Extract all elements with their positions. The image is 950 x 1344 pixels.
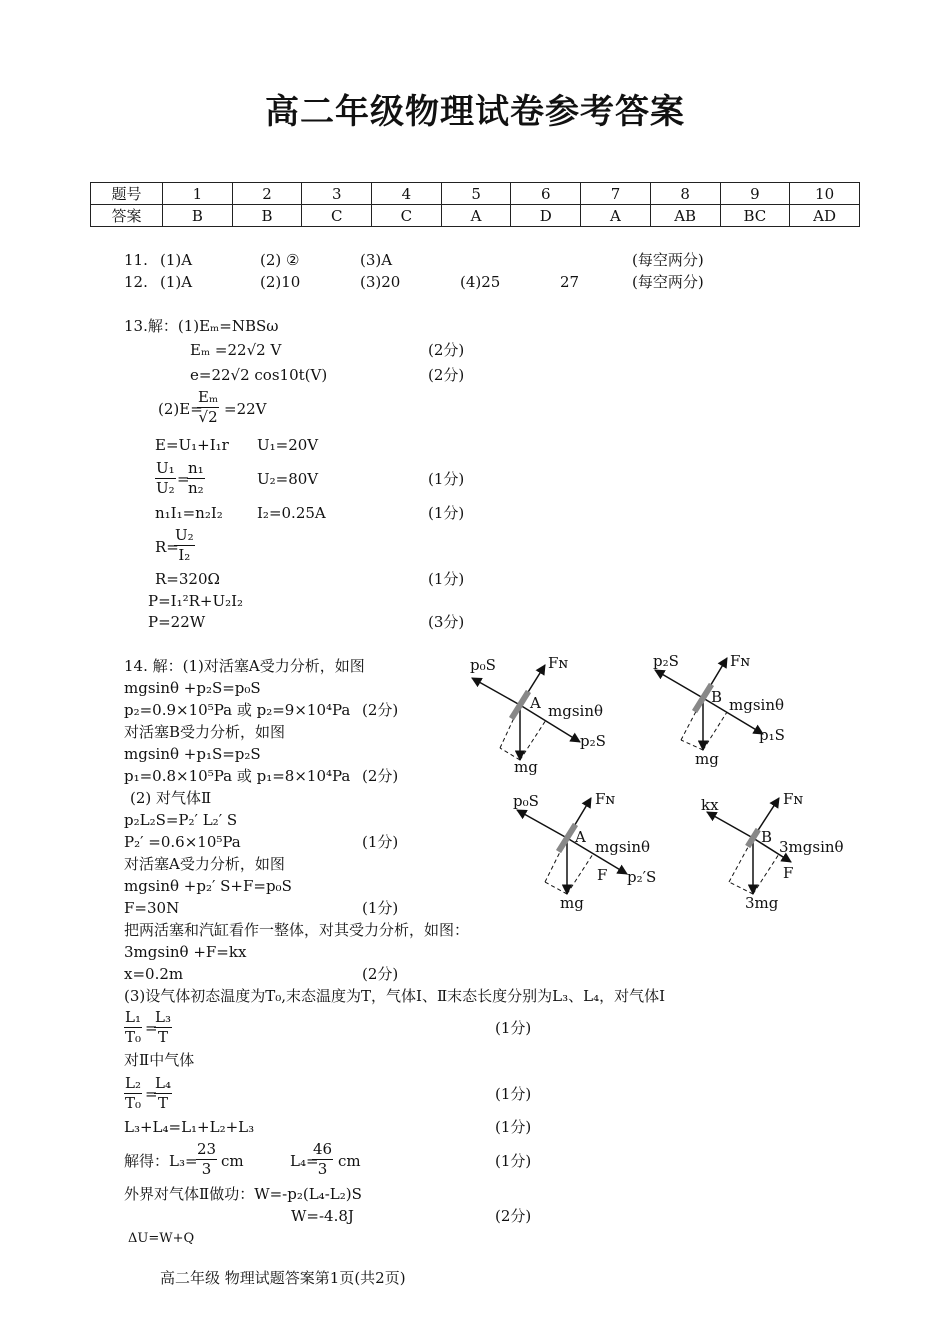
- answer-table: [90, 182, 860, 227]
- fraction: [154, 1076, 172, 1111]
- force-diagram-a: [460, 650, 630, 780]
- q13-line: R=320Ω: [155, 570, 220, 588]
- page-footer: 高二年级 物理试题答案第1页(共2页): [160, 1269, 406, 1287]
- q13-line: U₂=80V: [257, 470, 319, 488]
- q13-line: U₁=20V: [257, 436, 319, 454]
- q13-line: =22V: [224, 400, 267, 418]
- force-label: p₂′S: [627, 868, 657, 886]
- q14-score: (2分): [495, 1207, 532, 1225]
- fraction: [187, 461, 205, 496]
- q12-answer-3: (3)20: [360, 273, 401, 291]
- q14-line: 对活塞B受力分析，如图: [124, 723, 286, 741]
- q14-line: mgsinθ +p₁S=p₂S: [124, 745, 261, 763]
- force-label: p₂S: [653, 652, 679, 670]
- table-cell: AD: [790, 205, 860, 227]
- force-label: Fɴ: [730, 652, 751, 670]
- fraction: [155, 461, 176, 496]
- piston-label: B: [761, 828, 773, 846]
- q14-line: 对Ⅱ中气体: [124, 1051, 195, 1069]
- force-label: kx: [701, 796, 719, 814]
- force-label: mg: [695, 750, 719, 768]
- fraction-numerator: L₄: [155, 1074, 171, 1092]
- piston-label: B: [711, 688, 723, 706]
- q12-answer-1: (1)A: [160, 273, 193, 291]
- fraction: [124, 1010, 142, 1045]
- q14-line: 把两活塞和汽缸看作一整体，对其受力分析，如图：: [124, 921, 470, 939]
- dashed-line: [753, 854, 779, 894]
- table-cell: 3: [302, 183, 372, 205]
- q12-score: (每空两分): [632, 273, 704, 291]
- q13-line: Eₘ =22√2 V: [190, 341, 282, 359]
- fraction-numerator: U₁: [156, 459, 175, 477]
- fraction-numerator: L₃: [155, 1008, 171, 1026]
- q13-line: P=22W: [148, 613, 206, 631]
- fraction: [174, 528, 195, 563]
- table-answer-label: 答案: [91, 205, 163, 227]
- q13-score: (2分): [428, 341, 465, 359]
- force-label: mg: [560, 894, 584, 912]
- table-cell: 6: [511, 183, 581, 205]
- table-cell: D: [511, 205, 581, 227]
- force-label: F: [597, 866, 608, 884]
- fraction-numerator: Eₘ: [198, 388, 219, 406]
- q14-score: (1分): [362, 833, 399, 851]
- fraction-numerator: 23: [197, 1140, 217, 1158]
- q14-line: p₁=0.8×10⁵Pa 或 p₁=8×10⁴Pa: [124, 767, 351, 785]
- q14-line: mgsinθ +p₂S=p₀S: [124, 679, 261, 697]
- q14-line: L₃+L₄=L₁+L₂+L₃: [124, 1118, 255, 1136]
- table-cell: 8: [650, 183, 720, 205]
- dashed-line: [567, 854, 593, 894]
- q13-line: I₂=0.25A: [257, 504, 326, 522]
- table-row-answers: [91, 205, 860, 227]
- force-diagram-b: [645, 648, 815, 778]
- fraction-denominator: T: [157, 1094, 168, 1112]
- table-cell: AB: [650, 205, 720, 227]
- force-label: Fɴ: [783, 790, 804, 808]
- q12-answer-4: (4)25: [460, 273, 501, 291]
- table-cell: 5: [441, 183, 511, 205]
- fraction-denominator: 3: [201, 1160, 212, 1178]
- q14-line: ΔU=W+Q: [128, 1231, 195, 1246]
- q12-answer-2: (2)10: [260, 273, 301, 291]
- fraction-numerator: U₂: [175, 526, 194, 544]
- q14-line: 14. 解：(1)对活塞A受力分析，如图: [124, 657, 365, 675]
- force-arrow: [472, 678, 520, 705]
- table-cell: 1: [163, 183, 233, 205]
- q14-score: (1分): [495, 1118, 532, 1136]
- table-cell: B: [163, 205, 233, 227]
- unit: cm: [338, 1152, 361, 1170]
- fraction-denominator: 3: [317, 1160, 328, 1178]
- piston-label: A: [575, 828, 586, 846]
- table-cell: 10: [790, 183, 860, 205]
- q11-answer-1: (1)A: [160, 251, 193, 269]
- fraction-denominator: T₀: [124, 1094, 141, 1112]
- q14-line: L₄=: [290, 1152, 319, 1170]
- fraction-denominator: U₂: [156, 479, 175, 497]
- fraction-numerator: n₁: [188, 459, 204, 477]
- q11-number: 11.: [124, 251, 148, 269]
- fraction-denominator: I₂: [178, 546, 191, 564]
- q13-line: n₁I₁=n₂I₂: [155, 504, 223, 522]
- force-label: 3mg: [745, 894, 779, 912]
- q13-score: (1分): [428, 570, 465, 588]
- force-label: mgsinθ: [729, 696, 785, 714]
- q11-score: (每空两分): [632, 251, 704, 269]
- force-diagram-c: [505, 786, 685, 916]
- fraction-denominator: T: [157, 1028, 168, 1046]
- dashed-line: [520, 720, 546, 760]
- table-cell: 2: [232, 183, 302, 205]
- q14-line: mgsinθ +p₂′ S+F=p₀S: [124, 877, 292, 895]
- page-title: 高二年级物理试卷参考答案: [265, 92, 685, 132]
- q13-line: e=22√2 cos10t(V): [190, 366, 328, 384]
- force-label: p₁S: [759, 726, 785, 744]
- q14-score: (1分): [495, 1152, 532, 1170]
- table-cell: BC: [720, 205, 790, 227]
- force-arrow: [707, 812, 753, 838]
- fraction: [312, 1142, 333, 1177]
- q13-score: (1分): [428, 504, 465, 522]
- fraction-numerator: L₂: [125, 1074, 141, 1092]
- q14-line: P₂′ =0.6×10⁵Pa: [124, 833, 241, 851]
- q14-line: x=0.2m: [124, 965, 184, 983]
- fraction: [197, 390, 219, 425]
- q14-line: (2) 对气体Ⅱ: [130, 789, 212, 807]
- force-arrow: [517, 810, 567, 838]
- force-label: mgsinθ: [595, 838, 651, 856]
- q11-answer-3: (3)A: [360, 251, 393, 269]
- q13-score: (2分): [428, 366, 465, 384]
- dashed-line: [703, 712, 727, 750]
- q11-answer-2: (2) ②: [260, 251, 300, 269]
- q13-score: (3分): [428, 613, 465, 631]
- q14-score: (1分): [362, 899, 399, 917]
- dashed-line: [545, 882, 567, 894]
- table-cell: 9: [720, 183, 790, 205]
- q13-line: (2)E=: [158, 400, 203, 418]
- unit: cm: [221, 1152, 244, 1170]
- force-arrow: [655, 670, 703, 698]
- fraction: [124, 1076, 142, 1111]
- table-header-label: 题号: [91, 183, 163, 205]
- dashed-line: [729, 882, 753, 894]
- q13-line: E=U₁+I₁r: [155, 436, 229, 454]
- q14-score: (1分): [495, 1085, 532, 1103]
- table-cell: C: [372, 205, 442, 227]
- q14-line: p₂=0.9×10⁵Pa 或 p₂=9×10⁴Pa: [124, 701, 351, 719]
- force-diagram-d: [695, 786, 885, 916]
- force-label: 3mgsinθ: [779, 838, 844, 856]
- fraction-denominator: T₀: [124, 1028, 141, 1046]
- q14-score: (2分): [362, 965, 399, 983]
- table-cell: A: [581, 205, 651, 227]
- q14-score: (2分): [362, 701, 399, 719]
- q14-score: (2分): [362, 767, 399, 785]
- q12-number: 12.: [124, 273, 148, 291]
- force-label: mgsinθ: [548, 702, 604, 720]
- q14-line: 解得：L₃=: [124, 1152, 198, 1170]
- q13-line: R=: [155, 538, 179, 556]
- q14-line: 对活塞A受力分析，如图: [124, 855, 285, 873]
- table-cell: B: [232, 205, 302, 227]
- q14-score: (1分): [495, 1019, 532, 1037]
- fraction-numerator: L₁: [125, 1008, 141, 1026]
- table-cell: C: [302, 205, 372, 227]
- force-label: F: [783, 864, 794, 882]
- force-label: p₀S: [470, 656, 496, 674]
- q14-line: W=-4.8J: [291, 1207, 354, 1225]
- force-label: p₀S: [513, 792, 539, 810]
- q12-answer-5: 27: [560, 273, 580, 291]
- force-label: Fɴ: [595, 790, 616, 808]
- q14-line: 外界对气体Ⅱ做功：W=-p₂(L₄-L₂)S: [124, 1185, 362, 1203]
- equals-sign: =: [177, 470, 190, 488]
- dashed-line: [681, 740, 703, 750]
- table-row-numbers: [91, 183, 860, 205]
- q14-line: 3mgsinθ +F=kx: [124, 943, 247, 961]
- force-label: mg: [514, 758, 538, 776]
- q14-line: (3)设气体初态温度为T₀,末态温度为T，气体Ⅰ、Ⅱ末态长度分别为L₃、L₄，对气体Ⅰ: [124, 987, 666, 1005]
- fraction: [154, 1010, 172, 1045]
- q14-line: p₂L₂S=P₂′ L₂′ S: [124, 811, 238, 829]
- q13-score: (1分): [428, 470, 465, 488]
- q13-line: 13.解：(1)Eₘ=NBSω: [124, 317, 279, 335]
- table-cell: 7: [581, 183, 651, 205]
- equals-sign: =: [145, 1085, 158, 1103]
- fraction-numerator: 46: [313, 1140, 333, 1158]
- fraction-denominator: n₂: [188, 479, 204, 497]
- fraction: [196, 1142, 217, 1177]
- fraction-denominator: √2: [198, 408, 218, 426]
- equals-sign: =: [145, 1019, 158, 1037]
- table-cell: 4: [372, 183, 442, 205]
- q13-line: P=I₁²R+U₂I₂: [148, 592, 244, 610]
- q14-line: F=30N: [124, 899, 180, 917]
- force-label: p₂S: [580, 732, 606, 750]
- force-label: Fɴ: [548, 654, 569, 672]
- piston-label: A: [530, 694, 541, 712]
- table-cell: A: [441, 205, 511, 227]
